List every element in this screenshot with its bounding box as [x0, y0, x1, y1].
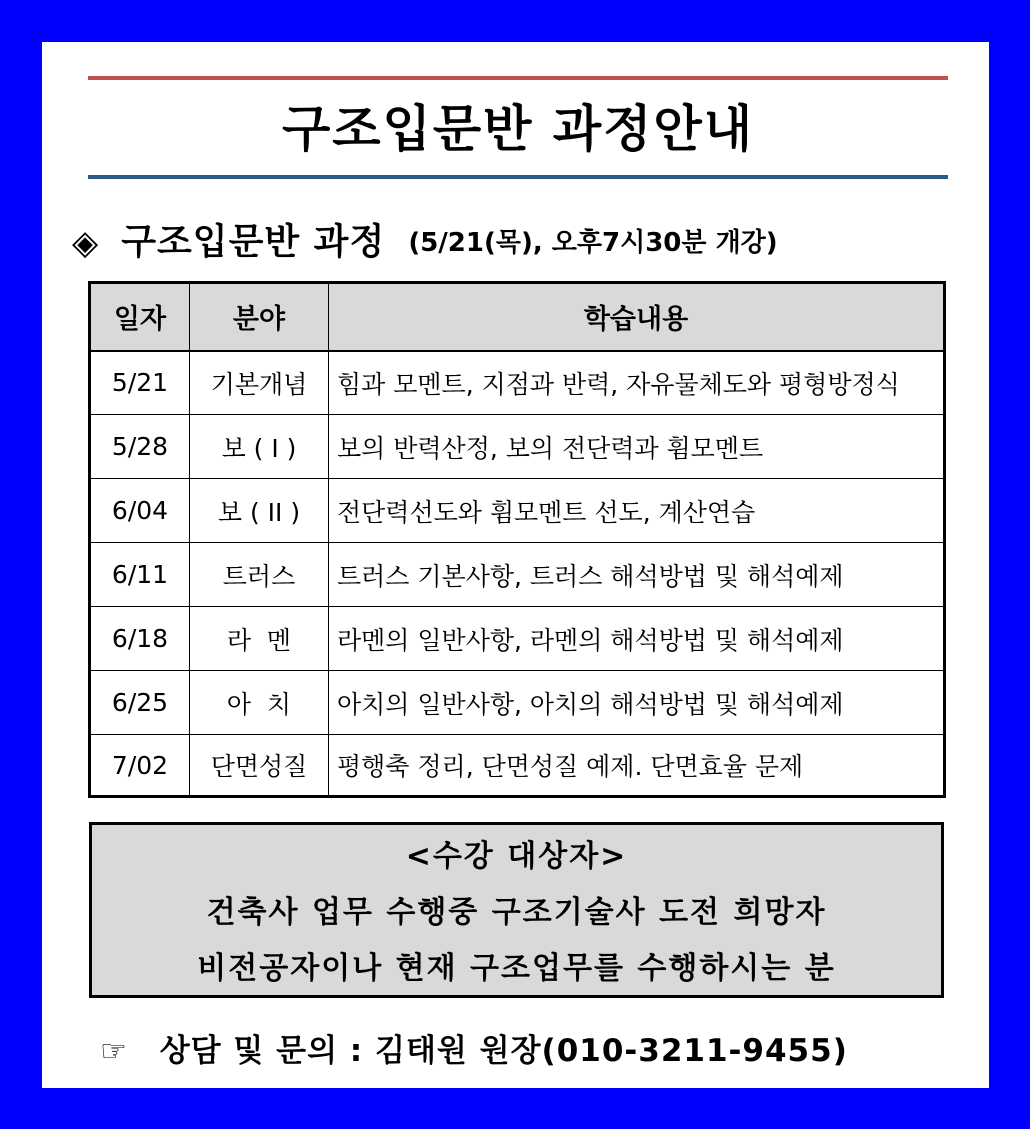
target-audience-box: [89, 822, 944, 998]
table-row: [90, 415, 945, 479]
row-field: 기본개념: [190, 351, 329, 415]
row-date: 6/04: [90, 479, 190, 543]
diamond-bullet-icon: ◈: [72, 222, 99, 263]
flyer-page: [42, 42, 989, 1088]
target-audience-line: 건축사 업무 수행중 구조기술사 도전 희망자: [206, 895, 827, 930]
section-subtitle: (5/21(목), 오후7시30분 개강): [408, 227, 778, 258]
table-row: [90, 543, 945, 607]
table-row: [90, 607, 945, 671]
header-date: 일자: [90, 283, 190, 351]
page-title: 구조입문반 과정안내: [281, 100, 755, 158]
row-content: 아치의 일반사항, 아치의 해석방법 및 해석예제: [329, 671, 945, 735]
row-field: 라 멘: [190, 607, 329, 671]
row-content: 전단력선도와 휨모멘트 선도, 계산연습: [329, 479, 945, 543]
table-row: [90, 351, 945, 415]
row-field: 보 ( I ): [190, 415, 329, 479]
table-header-row: [90, 283, 945, 351]
schedule-table: [88, 281, 946, 798]
table-row: [90, 671, 945, 735]
title-bottom-rule: [88, 175, 948, 179]
row-content: 트러스 기본사항, 트러스 해석방법 및 해석예제: [329, 543, 945, 607]
row-date: 6/11: [90, 543, 190, 607]
table-row: [90, 735, 945, 797]
target-audience-line: 비전공자이나 현재 구조업무를 수행하시는 분: [197, 951, 836, 986]
table-row: [90, 479, 945, 543]
section-heading: [72, 214, 952, 270]
title-top-rule: [88, 76, 948, 80]
contact-info: [100, 1026, 960, 1076]
section-title: 구조입문반 과정: [121, 221, 386, 263]
row-content: 라멘의 일반사항, 라멘의 해석방법 및 해석예제: [329, 607, 945, 671]
pointing-hand-icon: ☞: [100, 1034, 128, 1069]
header-field: 분야: [190, 283, 329, 351]
row-date: 7/02: [90, 735, 190, 797]
contact-text: 상담 및 문의 : 김태원 원장(010-3211-9455): [159, 1033, 848, 1069]
row-date: 5/21: [90, 351, 190, 415]
target-audience-title: <수강 대상자>: [405, 839, 628, 874]
row-content: 평행축 정리, 단면성질 예제. 단면효율 문제: [329, 735, 945, 797]
row-date: 6/18: [90, 607, 190, 671]
header-content: 학습내용: [329, 283, 945, 351]
row-field: 트러스: [190, 543, 329, 607]
row-content: 힘과 모멘트, 지점과 반력, 자유물체도와 평형방정식: [329, 351, 945, 415]
row-field: 아 치: [190, 671, 329, 735]
row-field: 단면성질: [190, 735, 329, 797]
row-field: 보 ( II ): [190, 479, 329, 543]
row-date: 5/28: [90, 415, 190, 479]
row-content: 보의 반력산정, 보의 전단력과 휨모멘트: [329, 415, 945, 479]
row-date: 6/25: [90, 671, 190, 735]
